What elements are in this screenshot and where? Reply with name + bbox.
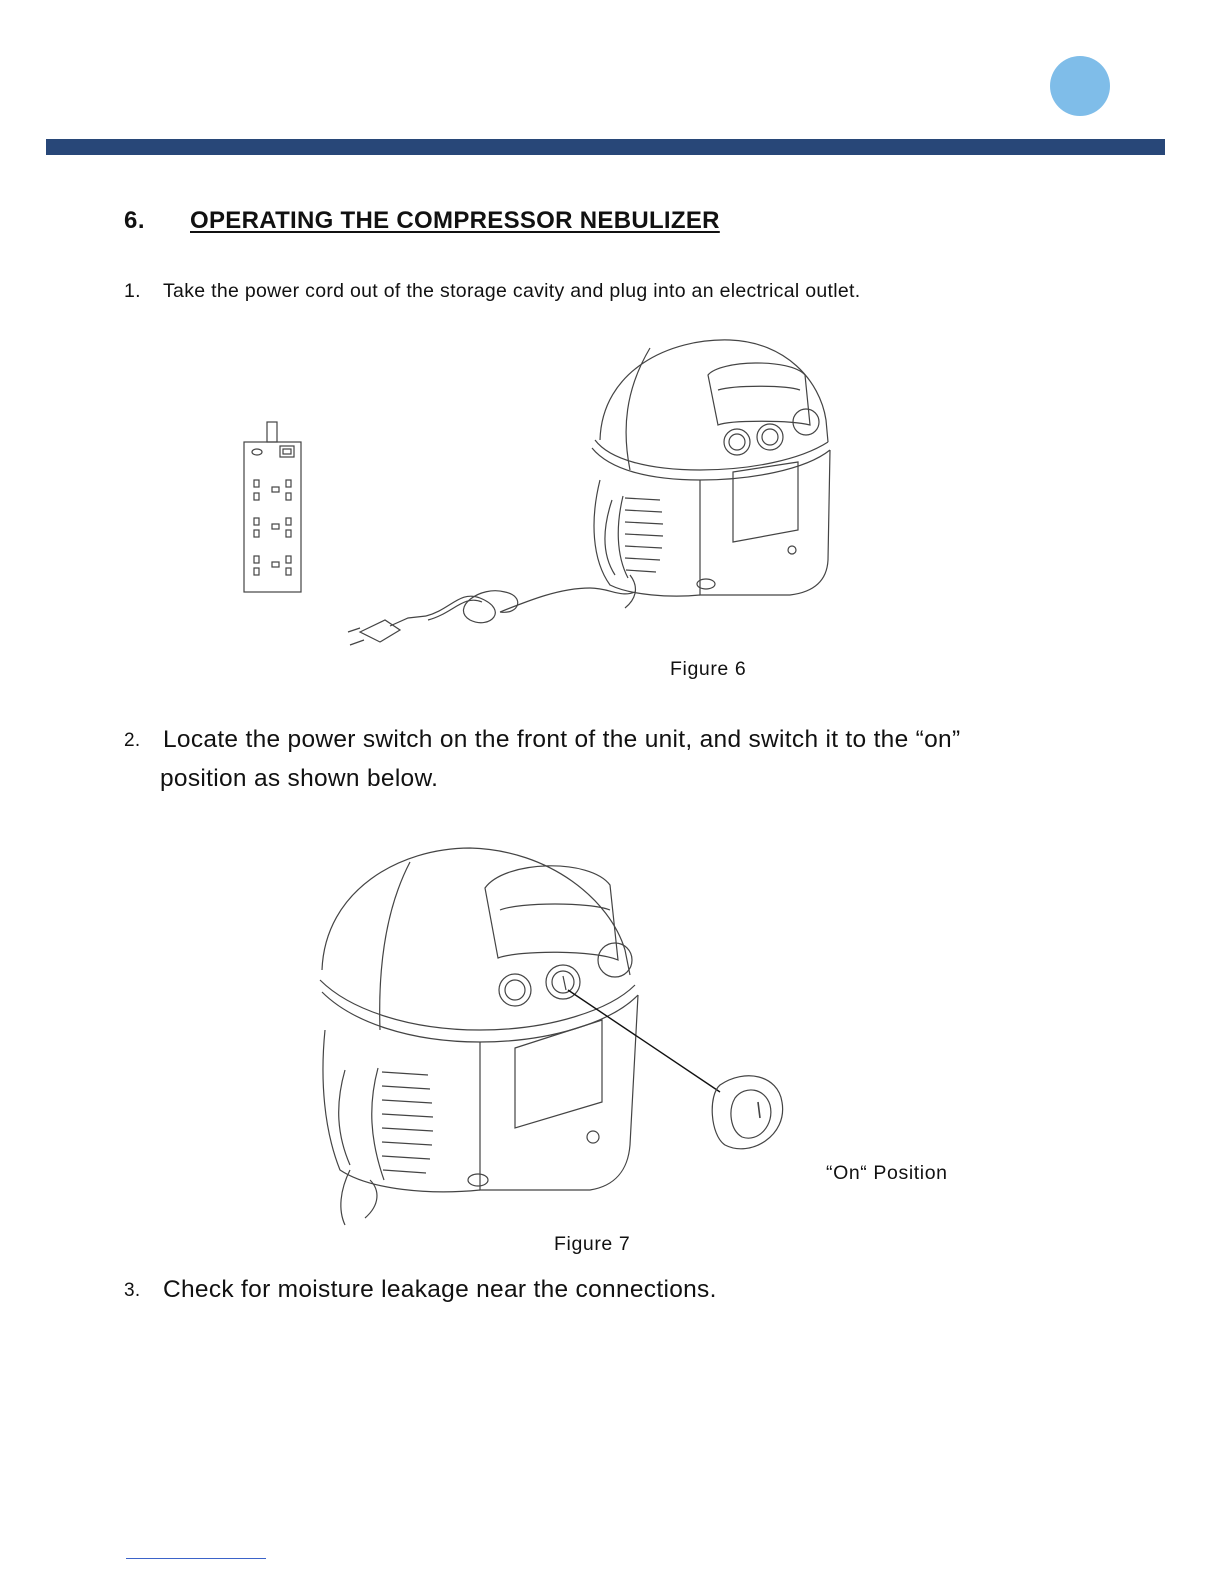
page-number-dot <box>1050 56 1110 116</box>
compressor-unit-icon <box>592 340 830 608</box>
section-number: 6. <box>124 207 146 234</box>
step-1-number: 1. <box>124 280 141 302</box>
plug-icon <box>348 588 635 645</box>
section-title: OPERATING THE COMPRESSOR NEBULIZER <box>190 207 720 234</box>
step-2-text-line-2: position as shown below. <box>160 765 439 792</box>
compressor-unit-icon <box>320 848 638 1225</box>
figure-7-caption: Figure 7 <box>554 1233 631 1255</box>
vent-grille-icon <box>339 1068 433 1180</box>
figure-6-illustration <box>230 330 850 660</box>
on-position-label: “On“ Position <box>826 1162 948 1184</box>
figure-6-caption: Figure 6 <box>670 658 747 680</box>
figure-7-illustration <box>310 840 810 1230</box>
step-3-text: Check for moisture leakage near the connections. <box>163 1276 717 1303</box>
step-2-text-line-1: Locate the power switch on the front of the unit, and switch it to the “on” <box>163 726 961 753</box>
vent-grille-icon <box>605 496 663 578</box>
footer-divider <box>126 1558 266 1559</box>
step-3-number: 3. <box>124 1280 141 1301</box>
power-strip-icon <box>244 422 301 592</box>
step-1-text: Take the power cord out of the storage cavity and plug into an electrical outlet. <box>163 280 861 302</box>
step-2-number: 2. <box>124 730 141 751</box>
header-bar <box>46 139 1165 155</box>
power-switch-callout <box>568 990 783 1149</box>
